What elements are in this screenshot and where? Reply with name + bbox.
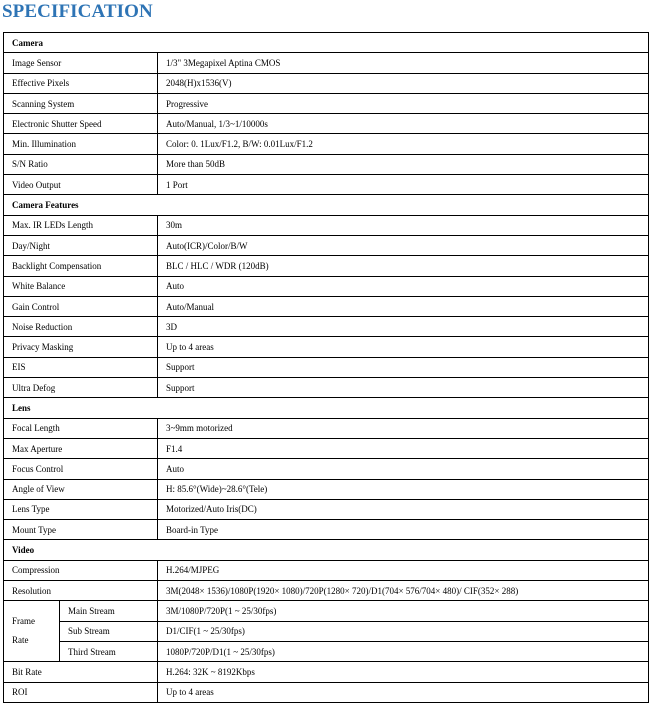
- spec-label: Min. Illumination: [4, 134, 158, 154]
- spec-value: Support: [158, 378, 649, 398]
- spec-value: Auto: [158, 276, 649, 296]
- page-title: SPECIFICATION: [2, 1, 153, 22]
- section-header: Video: [4, 540, 649, 560]
- spec-row: [4, 378, 649, 398]
- spec-value: 3~9mm motorized: [158, 418, 649, 438]
- spec-label: Video Output: [4, 175, 158, 195]
- spec-value: Progressive: [158, 93, 649, 113]
- spec-label: Max. IR LEDs Length: [4, 215, 158, 235]
- spec-value: 2048(H)x1536(V): [158, 73, 649, 93]
- section-header: Camera: [4, 33, 649, 53]
- spec-label: White Balance: [4, 276, 158, 296]
- spec-value: 3M(2048× 1536)/1080P(1920× 1080)/720P(1280× 720)/D1(704× 576/704× 480)/ CIF(352× 288): [158, 581, 649, 601]
- spec-label: Compression: [4, 560, 158, 580]
- spec-value: H: 85.6°(Wide)~28.6°(Tele): [158, 479, 649, 499]
- spec-label: Bit Rate: [4, 662, 158, 682]
- spec-row: [4, 337, 649, 357]
- spec-value: 3D: [158, 317, 649, 337]
- spec-row: [4, 296, 649, 316]
- frame-rate-row: [4, 601, 649, 621]
- spec-label: Resolution: [4, 581, 158, 601]
- spec-row: [4, 560, 649, 580]
- spec-row: [4, 682, 649, 702]
- stream-value: 3M/1080P/720P(1 ~ 25/30fps): [158, 601, 649, 621]
- stream-name: Main Stream: [60, 601, 158, 621]
- spec-row: [4, 175, 649, 195]
- spec-row: [4, 662, 649, 682]
- spec-value: Motorized/Auto Iris(DC): [158, 499, 649, 519]
- frame-rate-row: [4, 621, 649, 641]
- spec-value: Support: [158, 357, 649, 377]
- stream-name: Third Stream: [60, 641, 158, 661]
- spec-label: Day/Night: [4, 235, 158, 255]
- spec-value: BLC / HLC / WDR (120dB): [158, 256, 649, 276]
- spec-value: Board-in Type: [158, 520, 649, 540]
- spec-label: Focus Control: [4, 459, 158, 479]
- spec-row: [4, 520, 649, 540]
- stream-value: 1080P/720P/D1(1 ~ 25/30fps): [158, 641, 649, 661]
- spec-label: Effective Pixels: [4, 73, 158, 93]
- spec-value: Up to 4 areas: [158, 337, 649, 357]
- section-header: Camera Features: [4, 195, 649, 215]
- spec-label: Lens Type: [4, 499, 158, 519]
- spec-value: More than 50dB: [158, 154, 649, 174]
- spec-value: H.264/MJPEG: [158, 560, 649, 580]
- stream-name: Sub Stream: [60, 621, 158, 641]
- spec-label: ROI: [4, 682, 158, 702]
- spec-value: Auto: [158, 459, 649, 479]
- spec-row: [4, 581, 649, 601]
- spec-label: S/N Ratio: [4, 154, 158, 174]
- spec-value: Auto/Manual: [158, 296, 649, 316]
- section-header-row: [4, 33, 649, 53]
- specification-table: [3, 32, 649, 703]
- spec-row: [4, 418, 649, 438]
- spec-row: [4, 114, 649, 134]
- spec-label: Focal Length: [4, 418, 158, 438]
- spec-row: [4, 256, 649, 276]
- spec-label: Scanning System: [4, 93, 158, 113]
- spec-row: [4, 357, 649, 377]
- frame-rate-label: [4, 601, 60, 662]
- spec-label: Ultra Defog: [4, 378, 158, 398]
- spec-row: [4, 276, 649, 296]
- spec-label: EIS: [4, 357, 158, 377]
- spec-value: 1 Port: [158, 175, 649, 195]
- spec-value: 1/3" 3Megapixel Aptina CMOS: [158, 53, 649, 73]
- spec-label: Image Sensor: [4, 53, 158, 73]
- spec-label: Mount Type: [4, 520, 158, 540]
- spec-value: Color: 0. 1Lux/F1.2, B/W: 0.01Lux/F1.2: [158, 134, 649, 154]
- spec-value: Auto/Manual, 1/3~1/10000s: [158, 114, 649, 134]
- spec-label: Noise Reduction: [4, 317, 158, 337]
- frame-rate-row: [4, 641, 649, 661]
- spec-label: Backlight Compensation: [4, 256, 158, 276]
- spec-row: [4, 459, 649, 479]
- spec-value: H.264: 32K ~ 8192Kbps: [158, 662, 649, 682]
- stream-value: D1/CIF(1 ~ 25/30fps): [158, 621, 649, 641]
- section-header: Lens: [4, 398, 649, 418]
- spec-row: [4, 73, 649, 93]
- frame-rate-label-line1: Frame: [12, 616, 35, 627]
- section-header-row: [4, 540, 649, 560]
- spec-row: [4, 134, 649, 154]
- spec-value: 30m: [158, 215, 649, 235]
- spec-row: [4, 499, 649, 519]
- spec-value: Auto(ICR)/Color/B/W: [158, 235, 649, 255]
- spec-row: [4, 438, 649, 458]
- spec-label: Max Aperture: [4, 438, 158, 458]
- spec-row: [4, 317, 649, 337]
- spec-label: Electronic Shutter Speed: [4, 114, 158, 134]
- spec-row: [4, 93, 649, 113]
- spec-row: [4, 215, 649, 235]
- spec-value: F1.4: [158, 438, 649, 458]
- section-header-row: [4, 398, 649, 418]
- spec-label: Gain Control: [4, 296, 158, 316]
- spec-row: [4, 154, 649, 174]
- section-header-row: [4, 195, 649, 215]
- frame-rate-label-line2: Rate: [12, 635, 29, 646]
- spec-value: Up to 4 areas: [158, 682, 649, 702]
- spec-label: Angle of View: [4, 479, 158, 499]
- spec-row: [4, 235, 649, 255]
- spec-label: Privacy Masking: [4, 337, 158, 357]
- spec-row: [4, 479, 649, 499]
- spec-row: [4, 53, 649, 73]
